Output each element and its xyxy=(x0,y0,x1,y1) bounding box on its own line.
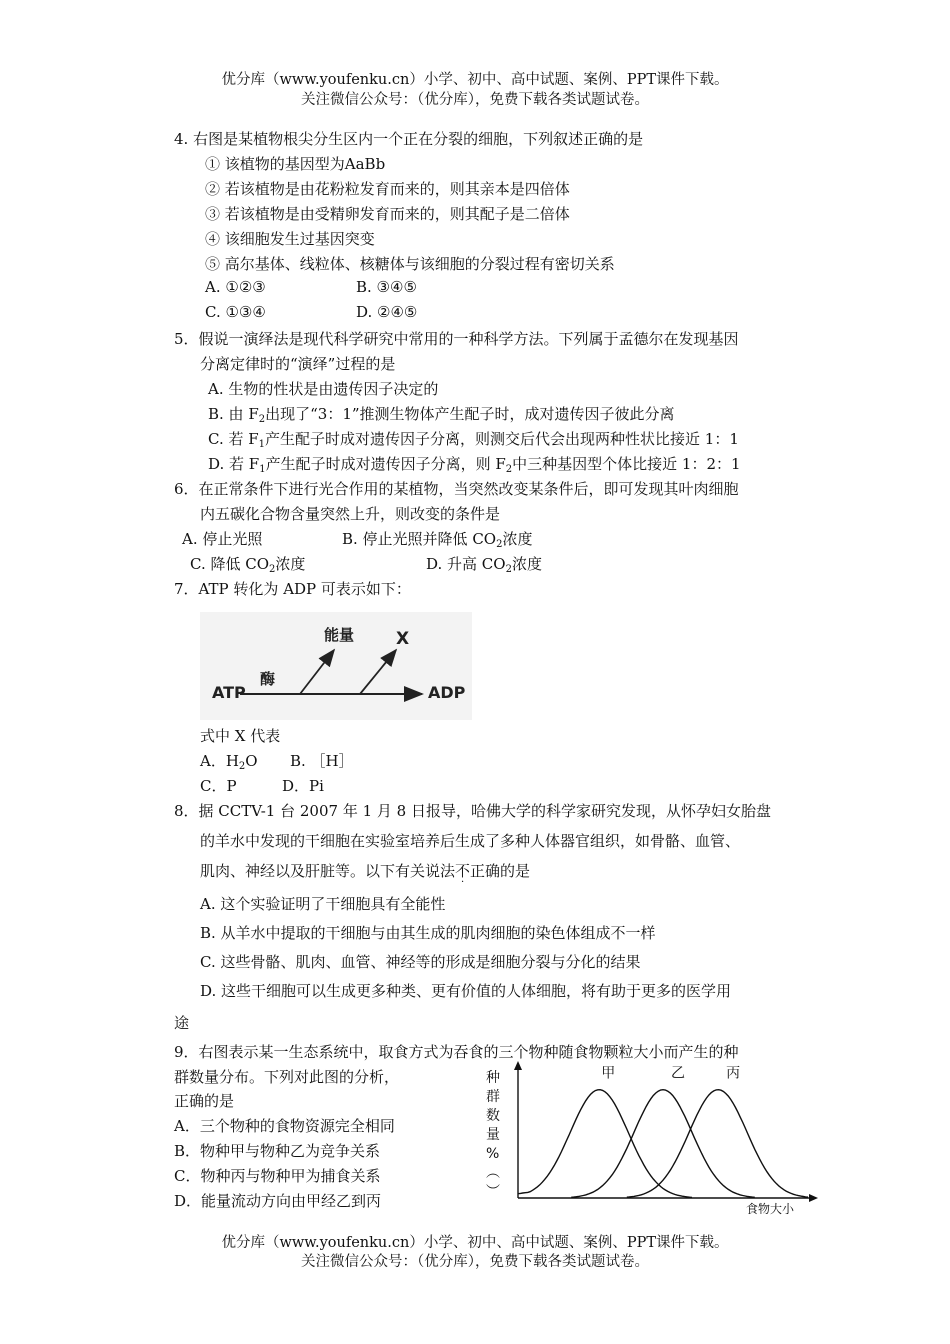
q6-option-d: D. 升高 $CO_2$浓度 xyxy=(426,555,542,575)
y-axis-label xyxy=(486,1070,500,1200)
series-label-3: 丙 xyxy=(726,1065,741,1082)
q4-statement-1: ① 该植物的基因型为AaBb xyxy=(205,155,386,173)
q4-statement-2: ② 若该植物是由花粉粒发育而来的，则其亲本是四倍体 xyxy=(205,180,570,198)
enzyme-label: 酶 xyxy=(260,670,276,688)
q5-option-a: A. 生物的性状是由遗传因子决定的 xyxy=(208,380,439,398)
q8-stem-line-2: 的羊水中发现的干细胞在实验室培养后生成了多种人体器官组织，如骨骼、血管、 xyxy=(200,832,741,850)
q4-statement-4: ④ 该细胞发生过基因突变 xyxy=(205,230,375,248)
q8-option-b: B. 从羊水中提取的干细胞与由其生成的肌肉细胞的染色体组成不一样 xyxy=(200,924,656,942)
q9-option-b: B．物种甲与物种乙为竞争关系 xyxy=(174,1142,381,1160)
q9-option-d: D．能量流动方向由甲经乙到丙 xyxy=(174,1192,382,1210)
q6-option-b: B. 停止光照并降低 $CO_2$浓度 xyxy=(342,530,533,550)
q6-stem-line-1: 6．在正常条件下进行光合作用的某植物，当突然改变某条件后，即可发现其叶肉细胞 xyxy=(174,480,739,498)
atp-label: ATP xyxy=(212,683,246,702)
x-axis-arrowhead xyxy=(809,1194,818,1202)
q8-option-c: C. 这些骨骼、肌肉、血管、神经等的形成是细胞分裂与分化的结果 xyxy=(200,953,641,971)
q5-stem-line-1: 5．假说一演绎法是现代科学研究中常用的一种科学方法。下列属于孟德尔在发现基因 xyxy=(174,330,739,348)
y-axis-label-char: 数 xyxy=(486,1108,500,1124)
q8-option-a: A. 这个实验证明了干细胞具有全能性 xyxy=(200,895,446,913)
population-distribution-chart xyxy=(478,1058,830,1218)
y-axis-label-char: 种 xyxy=(486,1070,500,1086)
atp-adp-diagram xyxy=(200,612,472,720)
x-axis-label: 食物大小 xyxy=(746,1202,795,1216)
series-label-1: 甲 xyxy=(601,1065,616,1082)
atp-adp-diagram-svg xyxy=(200,612,472,720)
q6-option-c: C. 降低 $CO_2$浓度 xyxy=(190,555,306,575)
q5-stem-line-2: 分离定律时的“演绎”过程的是 xyxy=(200,355,396,373)
q9-stem-line-2: 群数量分布。下列对此图的分析， xyxy=(174,1068,400,1086)
q8-option-d: D. 这些干细胞可以生成更多种类、更有价值的人体细胞，将有助于更多的医学用 xyxy=(200,982,732,1000)
header-line-2: 关注微信公众号：（优分库），免费下载各类试题试卷。 xyxy=(301,92,649,108)
q5-option-c: C. 若 $F_1$产生配子时成对遗传因子分离，则测交后代会出现两种性状比接近 1：1 xyxy=(208,430,739,450)
q7-option-a: A．$H_2O$ xyxy=(200,752,258,772)
series-label-2: 乙 xyxy=(671,1065,685,1082)
q7-stem: 7．ATP 转化为 ADP 可表示如下： xyxy=(174,580,411,598)
q7-option-c: C．P xyxy=(200,777,237,795)
q9-option-c: C．物种丙与物种甲为捕食关系 xyxy=(174,1167,381,1185)
footer-line-2: 关注微信公众号：（优分库），免费下载各类试题试卷。 xyxy=(301,1254,649,1270)
q4-statement-3: ③ 若该植物是由受精卵发育而来的，则其配子是二倍体 xyxy=(205,205,570,223)
q4-option-d: D. ②④⑤ xyxy=(356,303,418,321)
q7-ask: 式中 X 代表 xyxy=(200,727,281,745)
q8-stem-line-1: 8．据 CCTV-1 台 2007 年 1 月 8 日报导，哈佛大学的科学家研究发现，从怀孕妇女胎盘 xyxy=(174,802,771,820)
y-axis-label-char: 量 xyxy=(486,1127,500,1143)
q5-option-d: D. 若 $F_1$产生配子时成对遗传因子分离，则 $F_2$中三种基因型个体比接近 1：2：1 xyxy=(208,455,741,475)
series-curve-3 xyxy=(627,1090,808,1198)
y-axis-label-char: ︵ xyxy=(486,1165,500,1181)
q8-option-d-continued: 途 xyxy=(174,1014,190,1032)
q4-stem: 4. 右图是某植物根尖分生区内一个正在分裂的细胞，下列叙述正确的是 xyxy=(174,130,644,148)
q4-option-b: B. ③④⑤ xyxy=(356,278,417,296)
emphasis-dot-char: 不 · xyxy=(455,862,471,888)
q4-statement-5: ⑤ 高尔基体、线粒体、核糖体与该细胞的分裂过程有密切关系 xyxy=(205,255,615,273)
energy-arrow xyxy=(300,650,334,694)
q4-option-a: A. ①②③ xyxy=(205,278,266,296)
footer-line-1: 优分库（www.youfenku.cn）小学、初中、高中试题、案例、PPT课件下载。 xyxy=(221,1235,729,1251)
x-arrow xyxy=(360,650,396,694)
y-axis-arrowhead xyxy=(514,1061,522,1070)
energy-label: 能量 xyxy=(324,626,355,644)
adp-label: ADP xyxy=(428,683,466,702)
q8-stem-line-3: 肌肉、神经以及肝脏等。以下有关说法不 · 正确的是 xyxy=(200,862,531,888)
q7-option-d: D．Pi xyxy=(282,777,324,795)
q5-option-b: B. 由 $F_2$出现了“3：1”推测生物体产生配子时，成对遗传因子彼此分离 xyxy=(208,405,675,425)
q9-stem-line-3: 正确的是 xyxy=(174,1092,235,1110)
q6-option-a: A. 停止光照 xyxy=(182,530,263,548)
q9-option-a: A．三个物种的食物资源完全相同 xyxy=(174,1117,395,1135)
y-axis-label-char: % xyxy=(486,1146,500,1162)
q4-option-c: C. ①③④ xyxy=(205,303,266,321)
q9-stem-line-1: 9．右图表示某一生态系统中，取食方式为吞食的三个物种随食物颗粒大小而产生的种 xyxy=(174,1043,739,1061)
header-line-1: 优分库（www.youfenku.cn）小学、初中、高中试题、案例、PPT课件下载。 xyxy=(221,72,729,88)
q6-stem-line-2: 内五碳化合物含量突然上升，则改变的条件是 xyxy=(200,505,501,523)
y-axis-label-char: 群 xyxy=(486,1089,500,1105)
y-axis-label-char: ︶ xyxy=(486,1184,500,1200)
series-curve-1 xyxy=(518,1090,692,1198)
q7-option-b: B. ［H］ xyxy=(290,752,354,770)
x-label: X xyxy=(396,629,410,649)
